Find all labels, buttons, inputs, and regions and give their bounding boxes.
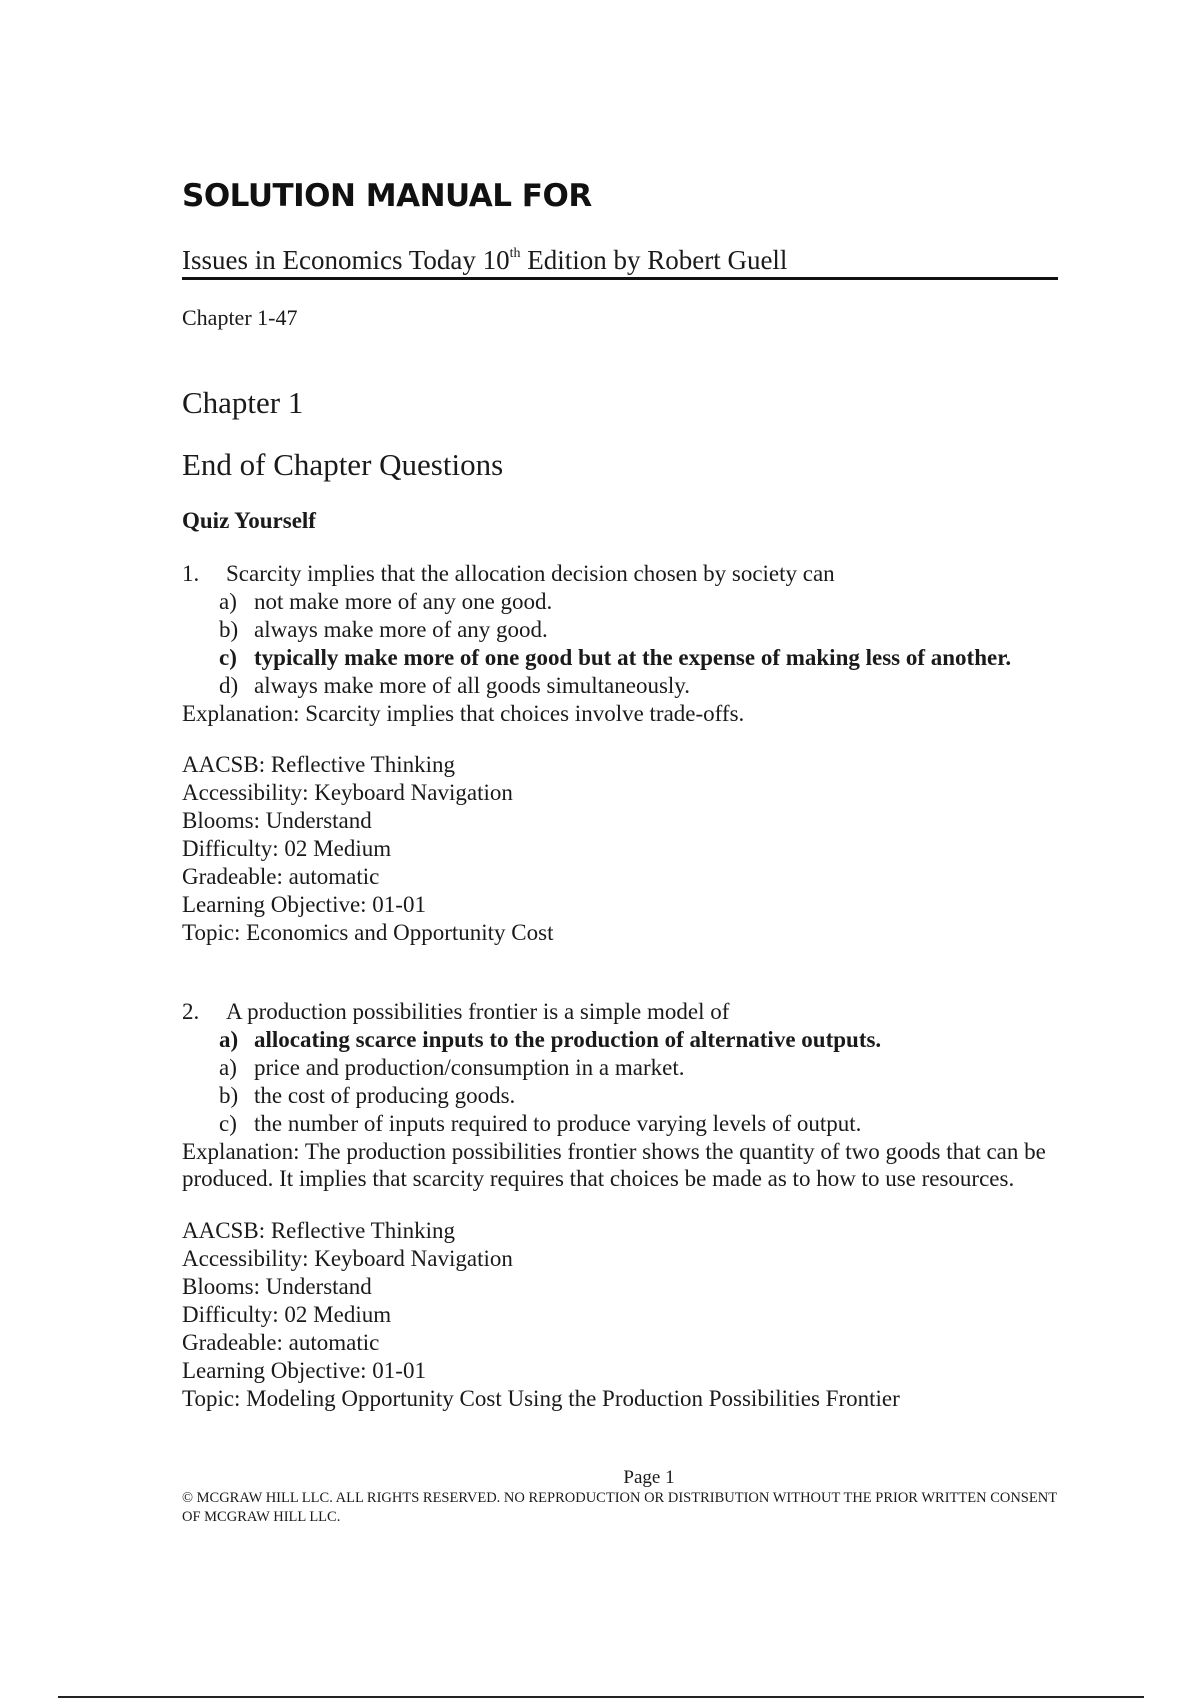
meta-blooms: Blooms: Understand [182, 1274, 372, 1300]
question-text: Scarcity implies that the allocation decision chosen by society can [226, 561, 835, 586]
meta-aacsb: AACSB: Reflective Thinking [182, 1218, 456, 1244]
option-text: price and production/consumption in a market. [254, 1054, 685, 1080]
meta-accessibility: Accessibility: Keyboard Navigation [182, 1246, 513, 1272]
meta-topic: Topic: Economics and Opportunity Cost [182, 919, 554, 945]
meta-learning-objective: Learning Objective: 01-01 [182, 1357, 426, 1383]
answer-option [219, 1082, 1058, 1110]
meta-aacsb: AACSB: Reflective Thinking [182, 752, 456, 778]
question-stem [182, 998, 1058, 1026]
meta-difficulty: Difficulty: 02 Medium [182, 836, 392, 862]
option-text: allocating scarce inputs to the production of alternative outputs. [254, 1026, 882, 1052]
option-letter: a) [219, 1026, 239, 1052]
correct-answer-option [219, 644, 1058, 672]
meta-difficulty: Difficulty: 02 Medium [182, 1302, 392, 1328]
answer-option [219, 1054, 1058, 1082]
section-heading: End of Chapter Questions [182, 447, 504, 482]
question-metadata [182, 751, 1058, 946]
option-letter: d) [219, 672, 239, 698]
question-stem [182, 560, 1058, 588]
chapter-heading: Chapter 1 [182, 385, 304, 420]
meta-blooms: Blooms: Understand [182, 808, 372, 834]
book-title [182, 243, 1058, 277]
question-number: 2. [182, 999, 200, 1024]
option-letter: b) [219, 616, 239, 642]
question-text: A production possibilities frontier is a simple model of [226, 999, 730, 1024]
page-number: Page 1 [623, 1467, 675, 1488]
meta-gradeable: Gradeable: automatic [182, 1329, 380, 1355]
option-letter: c) [219, 1110, 237, 1136]
option-text: typically make more of one good but at the expense of making less of another. [254, 644, 1012, 670]
question-metadata [182, 1217, 1058, 1412]
chapter-range: Chapter 1-47 [182, 305, 298, 330]
book-title-author: Edition by Robert Guell [520, 245, 788, 275]
question-2 [182, 998, 1058, 1413]
answer-option [219, 672, 1058, 700]
option-text: not make more of any one good. [254, 588, 553, 614]
option-letter: a) [219, 1054, 237, 1080]
main-title: SOLUTION MANUAL FOR [182, 178, 592, 214]
option-text: the number of inputs required to produce varying levels of output. [254, 1110, 862, 1136]
correct-answer-option [219, 1026, 1058, 1054]
meta-topic: Topic: Modeling Opportunity Cost Using the Production Possibilities Frontier [182, 1385, 900, 1411]
option-text: the cost of producing goods. [254, 1082, 516, 1108]
option-text: always make more of any good. [254, 616, 548, 642]
bottom-divider [58, 1696, 1144, 1698]
answer-option [219, 588, 1058, 616]
explanation: Explanation: Scarcity implies that choices involve trade-offs. [182, 700, 745, 726]
option-letter: c) [219, 644, 237, 670]
quiz-heading: Quiz Yourself [182, 508, 316, 533]
answer-option [219, 1110, 1058, 1138]
meta-gradeable: Gradeable: automatic [182, 864, 380, 890]
meta-accessibility: Accessibility: Keyboard Navigation [182, 780, 513, 806]
book-title-superscript: th [509, 246, 521, 261]
question-number: 1. [182, 561, 200, 586]
copyright-notice: © MCGRAW HILL LLC. ALL RIGHTS RESERVED. NO REPRODUCTION OR DISTRIBUTION WITHOUT THE PRIOR WRITTEN CONSENT OF MCGRAW HILL LLC. [182, 1490, 1057, 1525]
question-1 [182, 560, 1058, 947]
title-rule [182, 277, 1058, 280]
explanation: Explanation: The production possibilities frontier shows the quantity of two goods that can be produced. It implies that scarcity requires that choices be made as to how to use resources. [182, 1138, 1046, 1192]
option-letter: a) [219, 588, 237, 614]
option-text: always make more of all goods simultaneously. [254, 672, 691, 698]
meta-learning-objective: Learning Objective: 01-01 [182, 891, 426, 917]
book-title-text: Issues in Economics Today 10 [182, 245, 510, 275]
option-letter: b) [219, 1082, 239, 1108]
page-footer [182, 1467, 1058, 1527]
answer-option [219, 616, 1058, 644]
